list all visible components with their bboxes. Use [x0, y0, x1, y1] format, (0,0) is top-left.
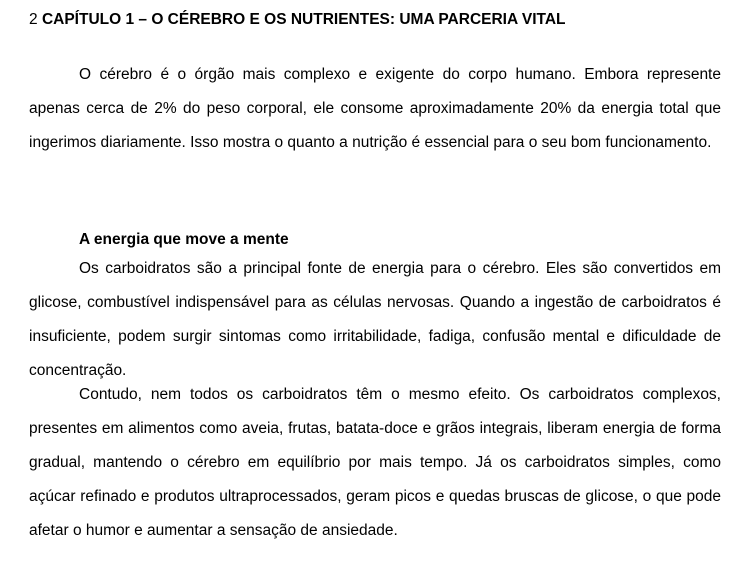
intro-paragraph: O cérebro é o órgão mais complexo e exigente do corpo humano. Embora represente apenas cerca de 2% do peso corporal, ele consome aproximadamente 20% da energia total que ingerimos diariamente. Isso mostra o quanto a nutrição é essencial para o seu bom funcionamento.	[29, 66, 721, 151]
energy-paragraph-1: Os carboidratos são a principal fonte de energia para o cérebro. Eles são convertidos em glicose, combustível indispensável para as células nervosas. Quando a ingestão de carboidratos é insuficiente, podem surgir sintomas como irritabilidade, fadiga, confusão mental e dificuldade de concentração.	[29, 260, 721, 379]
chapter-number: 2	[29, 11, 38, 28]
chapter-heading: CAPÍTULO 1 – O CÉREBRO E OS NUTRIENTES: UMA PARCERIA VITAL	[41, 11, 566, 28]
section-heading: A energia que move a mente	[79, 231, 289, 248]
chapter-title	[29, 10, 566, 30]
energy-paragraph-2: Contudo, nem todos os carboidratos têm o mesmo efeito. Os carboidratos complexos, presentes em alimentos como aveia, frutas, batata-doce e grãos integrais, liberam energia de forma gradual, mantendo o cérebro em equilíbrio por mais tempo. Já os carboidratos simples, como açúcar refinado e produtos ultraprocessados, geram picos e quedas bruscas de glicose, o que pode afetar o humor e aumentar a sensação de ansiedade.	[29, 386, 721, 539]
